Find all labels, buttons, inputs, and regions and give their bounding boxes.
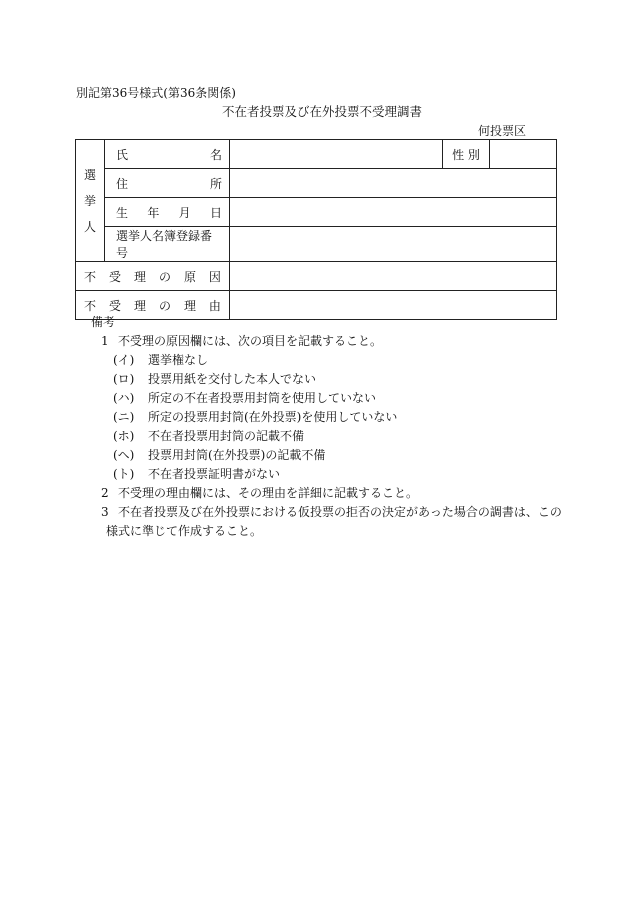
subitem-ha-label: (ハ)	[113, 391, 135, 405]
form-number: 別記第36号様式(第36条関係)	[76, 86, 236, 100]
subitem-ho-text: 不在者投票用封筒の記載不備	[148, 429, 305, 443]
name-label: 氏 名	[105, 140, 230, 169]
cause-field[interactable]	[230, 262, 557, 291]
note-2-number: 2	[101, 486, 109, 500]
reason-label: 不 受 理 の 理 由	[76, 291, 230, 320]
note-2-text: 不受理の理由欄には、その理由を詳細に記載すること。	[118, 486, 419, 500]
notes-heading: 備考	[91, 315, 116, 329]
gender-field[interactable]	[490, 140, 557, 169]
note-3-text-line2: 様式に準じて作成すること。	[106, 524, 263, 538]
birthdate-label: 生 年 月 日	[105, 198, 230, 227]
cause-label: 不 受 理 の 原 因	[76, 262, 230, 291]
subitem-ro-label: (ロ)	[113, 372, 135, 386]
subitem-ha-text: 所定の不在者投票用封筒を使用していない	[148, 391, 377, 405]
subitem-he-text: 投票用封筒(在外投票)の記載不備	[148, 448, 326, 462]
document-title: 不在者投票及び在外投票不受理調書	[222, 104, 423, 119]
subitem-i-label: (イ)	[113, 353, 135, 367]
subitem-to-label: (ト)	[113, 467, 135, 481]
address-field[interactable]	[230, 169, 557, 198]
gender-label: 性 別	[443, 140, 490, 169]
subitem-ni-label: (ニ)	[113, 410, 135, 424]
note-3-text-line1: 不在者投票及び在外投票における仮投票の拒否の決定があった場合の調書は、この	[118, 505, 562, 519]
row-cause	[76, 262, 557, 291]
address-label: 住 所	[105, 169, 230, 198]
note-3-number: 3	[101, 505, 109, 519]
row-birthdate	[76, 198, 557, 227]
birthdate-field[interactable]	[230, 198, 557, 227]
name-field[interactable]	[230, 140, 443, 169]
subitem-i-text: 選挙権なし	[148, 353, 209, 367]
subitem-ho-label: (ホ)	[113, 429, 135, 443]
form-table	[75, 139, 557, 320]
subitem-to-text: 不在者投票証明書がない	[148, 467, 281, 481]
note-1-text: 不受理の原因欄には、次の項目を記載すること。	[118, 334, 383, 348]
district-label: 何投票区	[478, 124, 527, 138]
note-1-number: 1	[101, 334, 109, 348]
registry-number-field[interactable]	[230, 227, 557, 262]
subitem-he-label: (ヘ)	[113, 448, 135, 462]
row-reason	[76, 291, 557, 320]
row-name	[76, 140, 557, 169]
elector-group-label: 選 挙 人	[76, 140, 105, 262]
reason-field[interactable]	[230, 291, 557, 320]
row-registry-number	[76, 227, 557, 262]
subitem-ro-text: 投票用紙を交付した本人でない	[148, 372, 317, 386]
subitem-ni-text: 所定の投票用封筒(在外投票)を使用していない	[148, 410, 398, 424]
row-address	[76, 169, 557, 198]
registry-number-label: 選挙人名簿登録番号	[105, 227, 230, 262]
